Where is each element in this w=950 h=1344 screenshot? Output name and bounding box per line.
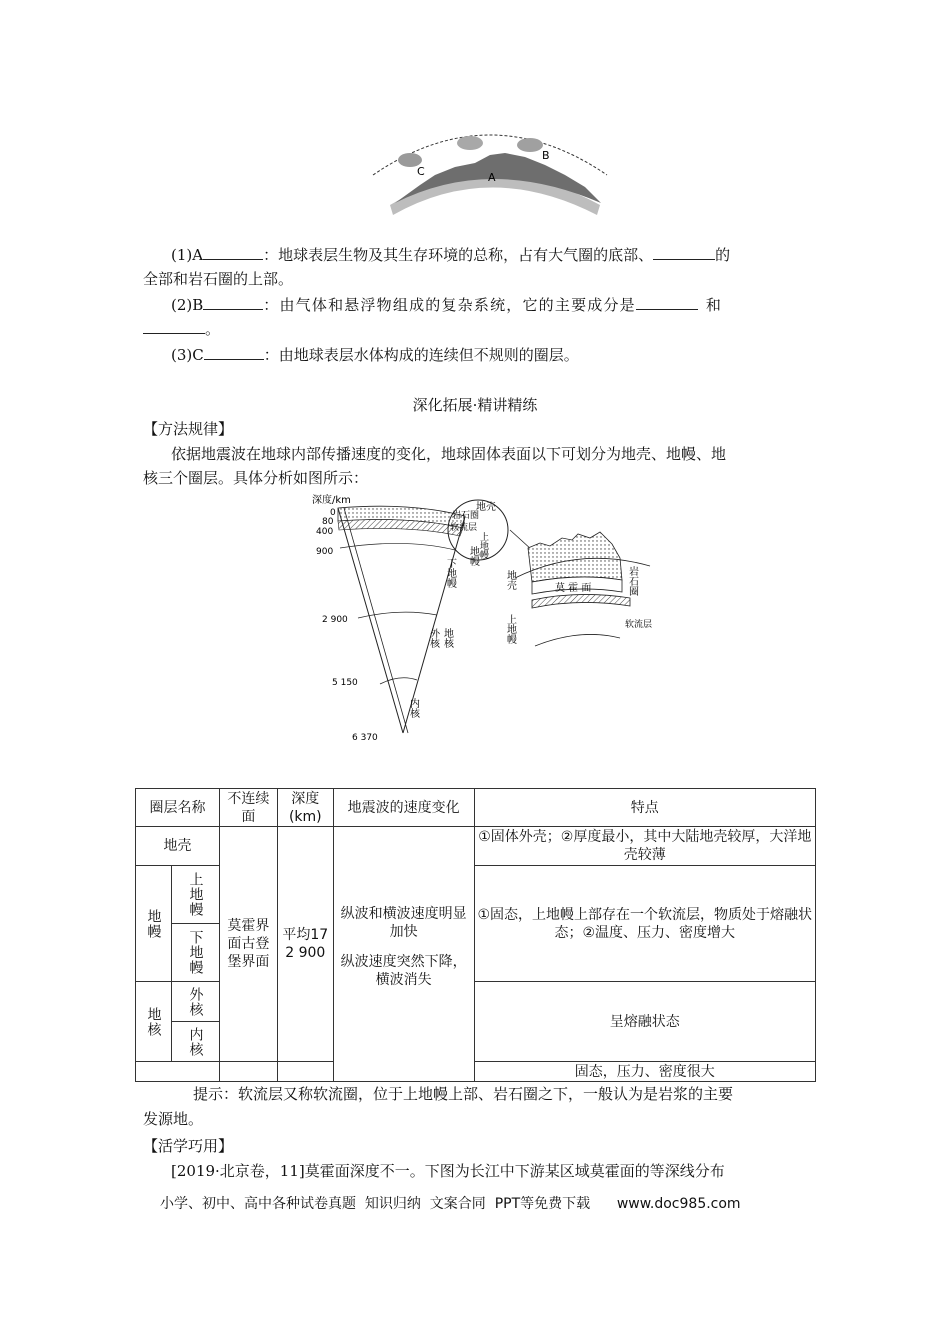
q3-label: (3)C <box>171 346 204 364</box>
cell-mantle: 地幔 <box>136 866 172 982</box>
cell-inner-core-features: 固态，压力、密度很大 <box>474 1062 815 1082</box>
cell-empty-b <box>219 1062 277 1082</box>
cloud-right <box>517 138 543 152</box>
cell-upper-mantle: 上地幔 <box>171 866 219 924</box>
header-features: 特点 <box>474 789 815 827</box>
q2-blank-b[interactable] <box>636 295 698 310</box>
section-title: 深化拓展·精讲精练 <box>412 396 538 414</box>
table-row-last <box>136 1062 816 1082</box>
zoom-label-asthenosphere: 软流层 <box>625 620 653 630</box>
cell-outer-core: 外核 <box>171 982 219 1022</box>
wave-change-moho: 纵波和横波速度明显加快 <box>340 906 467 940</box>
cell-outer-core-features: 呈熔融状态 <box>474 982 815 1062</box>
zoom-label-moho: 莫 霍 面 <box>555 583 592 594</box>
depth-900: 900 <box>316 547 334 557</box>
cell-mantle-features: ①固态，上地幔上部存在一个软流层，物质处于熔融状态；②温度、压力、密度增大 <box>474 866 815 982</box>
label-lithosphere: 岩石圈 <box>452 511 480 521</box>
zoom-crust <box>528 532 622 582</box>
table-header-row <box>136 789 816 827</box>
header-discontinuity: 不连续面 <box>219 789 277 827</box>
q2-and: 和 <box>705 296 721 314</box>
apply-heading: 【活学巧用】 <box>143 1137 234 1155</box>
tip-line-1: 提示：软流层又称软流圈，位于上地幔上部、岩石圈之下，一般认为是岩浆的主要 <box>193 1085 734 1103</box>
cell-core: 地核 <box>136 982 172 1062</box>
q1-label: (1)A <box>171 246 204 264</box>
earth-interior-figure <box>300 488 670 750</box>
zoom-label-lithosphere: 岩石圈 <box>626 566 638 596</box>
cell-crust-features: ①固体外壳；②厚度最小，其中大陆地壳较厚，大洋地壳较薄 <box>474 827 815 866</box>
label-crust: 地壳 <box>476 502 496 513</box>
depth-400: 400 <box>316 527 334 537</box>
label-a: A <box>488 171 496 184</box>
q3-text: ：由地球表层水体构成的连续但不规则的圈层。 <box>263 346 579 364</box>
apply-text: [2019·北京卷，11]莫霍面深度不一。下图为长江中下游某区域莫霍面的等深线分布 <box>171 1162 725 1180</box>
label-outer-core: 外核 <box>427 628 439 648</box>
zoom-arrow <box>510 530 532 550</box>
cell-inner-core: 内核 <box>171 1022 219 1062</box>
zoom-label-crust: 地壳 <box>504 570 516 590</box>
method-paragraph-1: 依据地震波在地球内部传播速度的变化，地球固体表面以下可划分为地壳、地幔、地 <box>171 445 727 463</box>
zoom-asthenosphere <box>532 594 630 608</box>
wave-change-gutenberg: 纵波速度突然下降，横波消失 <box>340 954 467 988</box>
method-paragraph-2: 核三个圈层。具体分析如图所示： <box>143 469 369 487</box>
earth-spheres-figure <box>365 115 615 220</box>
label-core: 地核 <box>441 628 453 648</box>
q1-blank-b[interactable] <box>653 245 715 260</box>
label-b: B <box>542 149 550 162</box>
zoom-inner-arc <box>535 634 620 646</box>
cell-discontinuities: 莫霍界面古登堡界面 <box>219 827 277 1062</box>
label-c: C <box>417 165 425 178</box>
footer-text: 小学、初中、高中各种试卷真题 知识归纳 文案合同 PPT等免费下载 www.doc985.com <box>160 1196 741 1212</box>
table-row-crust <box>136 827 816 866</box>
zoom-label-upper-mantle: 上地幔 <box>504 614 516 644</box>
depth-label: 深度/km <box>312 495 351 506</box>
question-3 <box>171 344 579 366</box>
q1-blank-a[interactable] <box>203 245 263 260</box>
q2-blank-a[interactable] <box>203 295 263 310</box>
depth-2900: 2 900 <box>322 615 348 625</box>
depth-6370: 6 370 <box>352 733 378 743</box>
q1-cont: 全部和岩石圈的上部。 <box>143 270 294 288</box>
boundary-900 <box>340 543 455 550</box>
label-inner-core: 内核 <box>407 698 419 718</box>
question-2-line1 <box>171 294 721 316</box>
boundary-5150 <box>380 678 417 684</box>
header-layer-name: 圈层名称 <box>136 789 220 827</box>
q2-label: (2)B <box>171 296 204 314</box>
cell-crust: 地壳 <box>136 827 220 866</box>
depth-80: 80 <box>322 517 334 527</box>
question-1-line1 <box>171 244 730 266</box>
earth-layers-table <box>135 788 816 1082</box>
tip-line-2: 发源地。 <box>143 1110 204 1128</box>
q2-blank-c[interactable] <box>143 319 205 334</box>
label-mantle: 地幔 <box>467 546 479 566</box>
cell-empty-a <box>136 1062 220 1082</box>
cell-empty-c <box>277 1062 333 1082</box>
q2-end: 。 <box>205 320 221 338</box>
q1-tail: 的 <box>715 246 731 264</box>
depth-5150: 5 150 <box>332 678 358 688</box>
cloud-mid <box>457 136 483 150</box>
label-upper-mantle: 上地幔 <box>478 532 488 559</box>
method-heading: 【方法规律】 <box>143 420 234 438</box>
question-2-line2 <box>143 318 220 340</box>
header-wave-change: 地震波的速度变化 <box>333 789 474 827</box>
cell-lower-mantle: 下地幔 <box>171 924 219 982</box>
cell-wave-changes <box>333 827 474 1082</box>
q2-text: ：由气体和悬浮物组成的复杂系统，它的主要成分是 <box>263 296 636 314</box>
q1-text: ：地球表层生物及其生存环境的总称，占有大气圈的底部、 <box>263 246 654 264</box>
label-asthenosphere: 软流层 <box>450 523 478 533</box>
depth-0: 0 <box>330 508 336 518</box>
header-depth: 深度(km) <box>277 789 333 827</box>
sector-left-edge-2 <box>344 508 408 733</box>
q3-blank-a[interactable] <box>204 345 264 360</box>
cell-depths: 平均17 2 900 <box>277 827 333 1062</box>
question-1-line2 <box>143 268 293 290</box>
label-lower-mantle: 下地幔 <box>444 558 456 588</box>
